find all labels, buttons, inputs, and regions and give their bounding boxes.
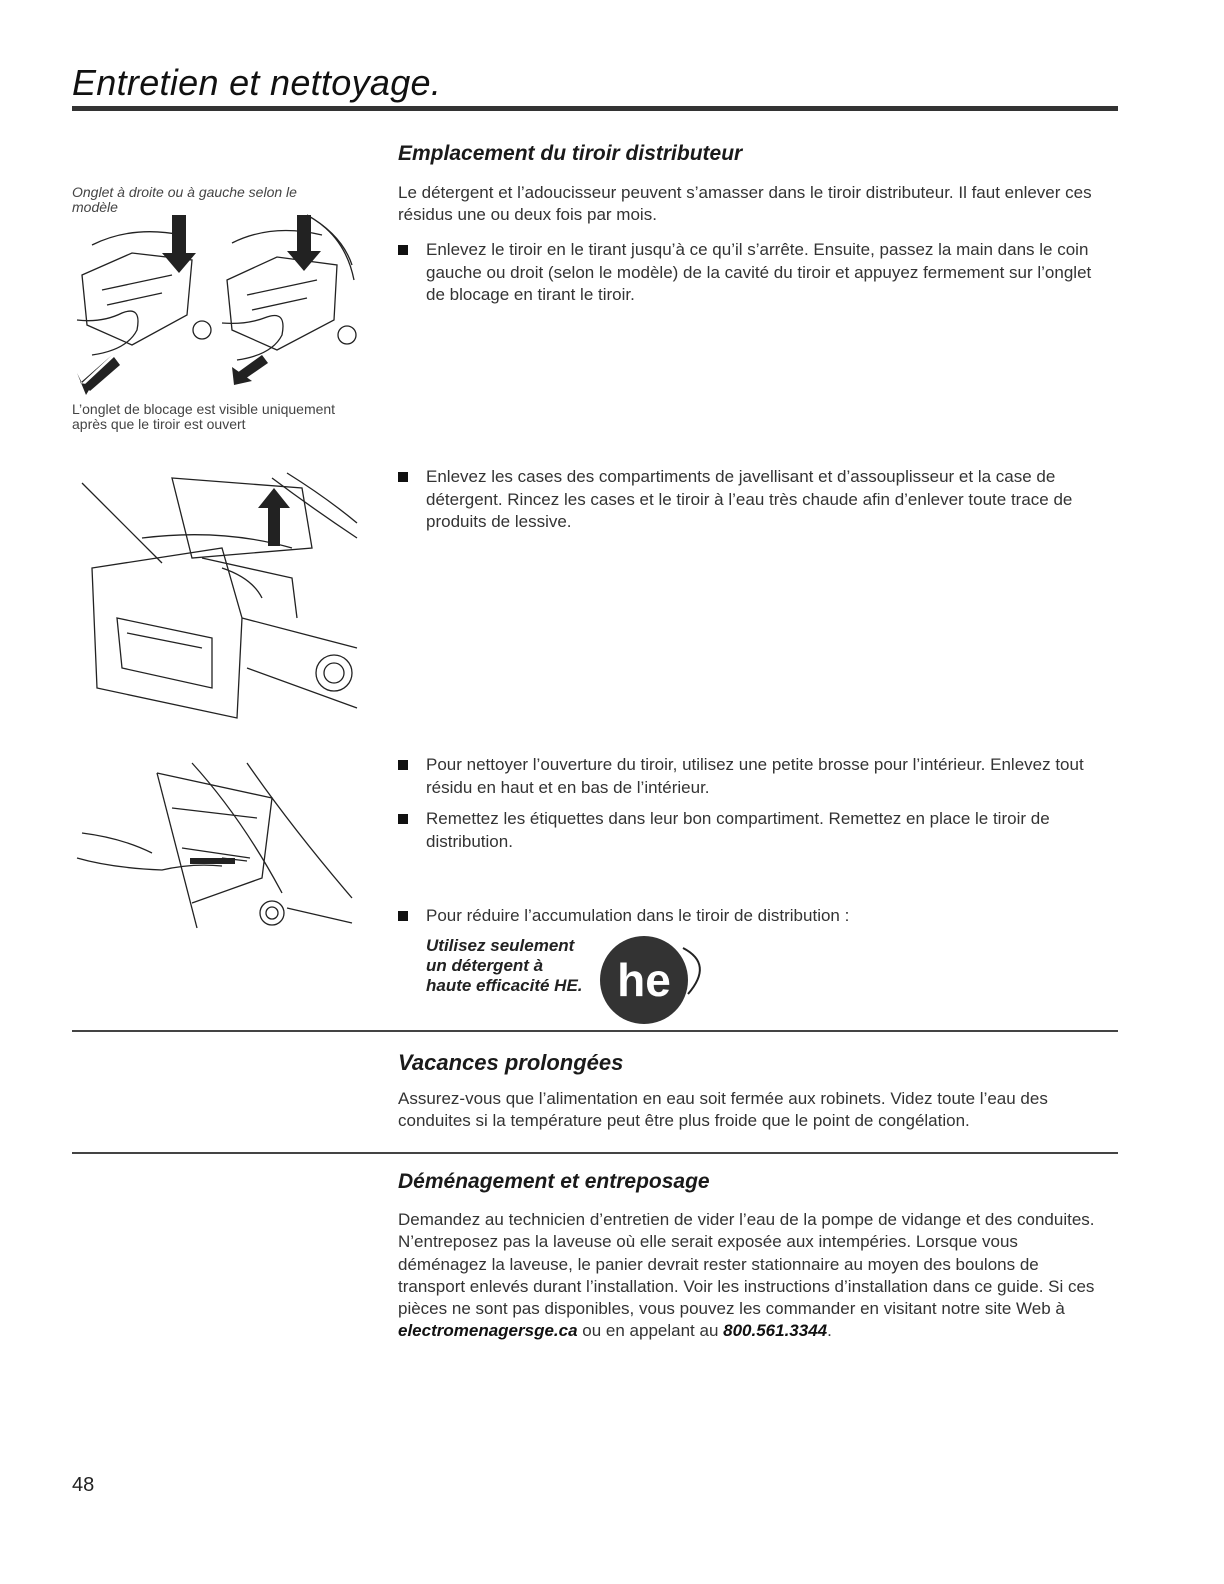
title-rule — [72, 106, 1118, 111]
dispenser-intro: Le détergent et l’adoucisseur peuvent s’amasser dans le tiroir distributeur. Il faut enlever ces résidus une ou deux fois par mois. — [398, 183, 1092, 224]
he-note-line: haute efficacité HE. — [426, 976, 583, 995]
brush-cleaning-illustration — [72, 758, 362, 930]
bullet-reduce-buildup: Pour réduire l’accumulation dans le tiroir de distribution : — [398, 905, 1111, 928]
caption-tab-side: Onglet à droite ou à gauche selon le modèle — [72, 184, 297, 215]
heading-vacation: Vacances prolongées — [398, 1050, 624, 1075]
he-detergent-note — [426, 936, 583, 996]
moving-text — [398, 1209, 1098, 1343]
heading-dispenser: Emplacement du tiroir distributeur — [398, 142, 743, 165]
page-number: 48 — [72, 1474, 95, 1496]
bullet-remove-drawer: Enlevez le tiroir en le tirant jusqu’à ce qu’il s’arrête. Ensuite, passez la main dans le coin gauche ou droit (selon le modèle) de la cavité du tiroir et appuyez fermement sur l’onglet de blocage en tirant le tiroir. — [398, 239, 1111, 307]
vacation-text: Assurez-vous que l’alimentation en eau soit fermée aux robinets. Videz toute l’eau des conduites si la température peut être plus froide que le point de congélation. — [398, 1089, 1048, 1130]
caption-tab-visible: L’onglet de blocage est visible uniquement après que le tiroir est ouvert — [72, 401, 336, 432]
he-note-line: un détergent à — [426, 956, 544, 975]
section-divider — [72, 1030, 1118, 1032]
he-note-line: Utilisez seulement — [426, 936, 575, 955]
moving-text-body: Demandez au technicien d’entretien de vider l’eau de la pompe de vidange et des conduites. N’entreposez pas la laveuse où elle serait exposée aux intempéries. Lorsque vous déménagez la laveuse, le panier devrait rester stationnaire au moyen des boulons de transport enlevés durant l’installation. Voir les instructions d’installation dans ce guide. Si ces pièces ne sont pas disponibles, vous pouvez les commander en visitant notre site Web à — [398, 1210, 1095, 1319]
website-link[interactable]: electromenagersge.ca — [398, 1321, 578, 1341]
he-logo-text: he — [617, 954, 671, 1006]
page-title: Entretien et nettoyage. — [72, 62, 442, 103]
phone-number: 800.561.3344 — [723, 1321, 828, 1341]
heading-moving: Déménagement et entreposage — [398, 1170, 710, 1193]
drawer-removal-illustration — [72, 205, 362, 400]
bullet-rinse-compartments: Enlevez les cases des compartiments de javellisant et d’assouplisseur et la case de détergent. Rincez les cases et le tiroir à l’eau très chaude afin d’enlever toute trace de produits de lessive. — [398, 466, 1111, 534]
section-divider — [72, 1152, 1118, 1154]
compartment-removal-illustration — [72, 468, 362, 728]
he-logo — [588, 934, 714, 1026]
moving-text-between: ou en appelant au — [577, 1321, 724, 1341]
moving-text-end: . — [827, 1321, 832, 1341]
bullet-clean-opening: Pour nettoyer l’ouverture du tiroir, utilisez une petite brosse pour l’intérieur. Enlevez tout résidu en haut et en bas de l’intérieur. — [398, 754, 1111, 799]
bullet-replace-drawer: Remettez les étiquettes dans leur bon compartiment. Remettez en place le tiroir de distribution. — [398, 808, 1111, 853]
